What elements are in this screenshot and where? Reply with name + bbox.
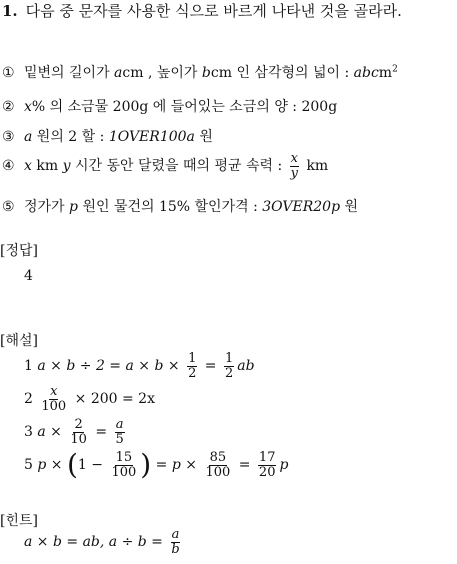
hint-heading: [힌트] [0, 513, 38, 529]
option-2: ② x% 의 소금물 200g 에 들어있는 소금의 양 : 200g [2, 99, 338, 115]
explanation-heading: [해설] [0, 333, 38, 349]
option-5: ⑤ 정가가 p 원인 물건의 15% 할인가격 : 3OVER20p 원 [2, 199, 359, 215]
option-3: ③ a 원의 2 할 : 1OVER100a 원 [2, 129, 213, 145]
question-number: 1. [2, 2, 18, 20]
option-marker: ③ [2, 129, 15, 145]
question-text: 다음 중 문자를 사용한 식으로 바르게 나타낸 것을 골라라. [25, 2, 402, 20]
option-marker: ⑤ [2, 199, 15, 215]
option-1: ① 밑변의 길이가 acm , 높이가 bcm 인 삼각형의 넓이 : abcm$^2$ [2, 64, 398, 81]
option-marker: ④ [2, 158, 15, 175]
option-marker: ② [2, 99, 15, 115]
answer-value: 4 [24, 268, 33, 284]
explanation-line-2: 2 $\frac{x}{100}$ × 200 = 2x [24, 384, 155, 414]
option-4: ④ x km y 시간 동안 달렸을 때의 평균 속력 : $\frac{x}{y}$ km [2, 151, 329, 181]
speed-fraction: $\frac{x}{y}$ [290, 151, 298, 181]
hint-text: a × b = ab, a ÷ b = $\frac{a}{b}$ [24, 527, 180, 557]
explanation-line-1: 1 a × b ÷ 2 = a × b × $\frac{1}{2}$ = $\frac{1}{2}$ ab [24, 351, 255, 381]
option-marker: ① [2, 65, 15, 81]
explanation-line-4: 5 p × (1 − $\frac{15}{100}$ ) = p × $\frac{85}{100}$ = $\frac{17}{20}$ p [24, 448, 289, 482]
question [2, 0, 402, 21]
answer-heading: [정답] [0, 243, 38, 259]
explanation-line-3: 3 a × $\frac{2}{10}$ = $\frac{a}{5}$ [24, 417, 124, 447]
